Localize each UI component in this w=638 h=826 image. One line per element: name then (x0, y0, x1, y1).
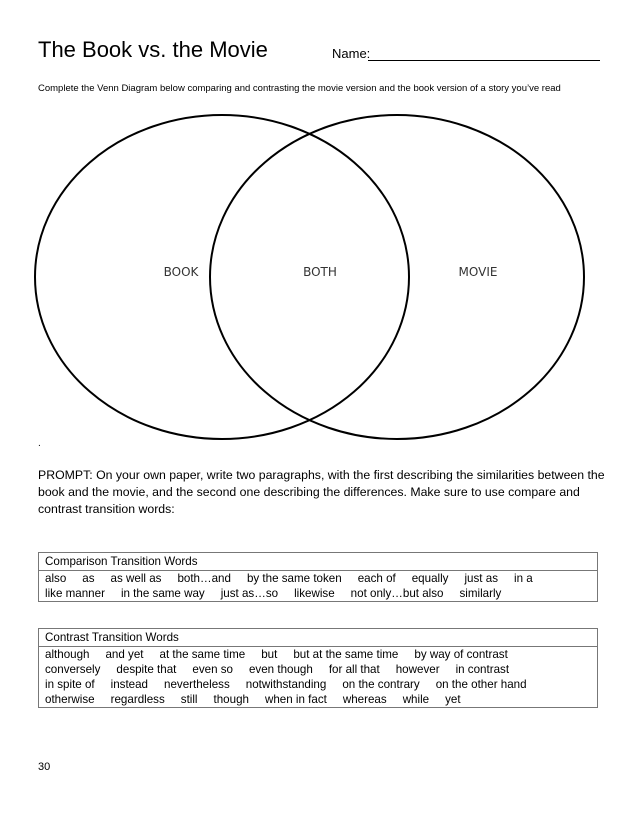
venn-right-circle (210, 115, 584, 439)
stray-mark: . (38, 438, 41, 449)
transition-word: not only…but also (350, 587, 444, 600)
transition-word: while (402, 693, 430, 706)
transition-word: nevertheless (164, 678, 230, 691)
transition-word: just as…so (220, 587, 279, 600)
transition-word: on the contrary (342, 678, 420, 691)
transition-word: just as (464, 572, 498, 585)
transition-word: however (395, 663, 440, 676)
transition-word: likewise (294, 587, 335, 600)
venn-left-circle (35, 115, 409, 439)
contrast-row (39, 647, 597, 662)
transition-word: in contrast (455, 663, 510, 676)
transition-word: whereas (342, 693, 387, 706)
transition-word: at the same time (159, 648, 246, 661)
transition-word: notwithstanding (245, 678, 327, 691)
transition-word: in spite of (45, 678, 95, 691)
transition-word: on the other hand (435, 678, 527, 691)
transition-word: as (82, 572, 95, 585)
venn-label-both: BOTH (303, 265, 337, 279)
transition-word: even so (192, 663, 233, 676)
name-label: Name: (332, 46, 371, 61)
transition-word: both…and (177, 572, 231, 585)
transition-word: also (45, 572, 67, 585)
transition-word: equally (411, 572, 449, 585)
page-number: 30 (38, 761, 51, 773)
transition-word: by the same token (246, 572, 342, 585)
transition-word: conversely (45, 663, 101, 676)
transition-word: though (213, 693, 249, 706)
transition-word: but at the same time (293, 648, 399, 661)
transition-word: but (261, 648, 278, 661)
transition-word: still (180, 693, 198, 706)
transition-word: in the same way (120, 587, 205, 600)
venn-label-book: BOOK (163, 265, 199, 279)
transition-word: by way of contrast (414, 648, 508, 661)
contrast-row (39, 662, 597, 677)
transition-word: although (45, 648, 90, 661)
contrast-row (39, 677, 597, 692)
comparison-words-box (38, 552, 598, 602)
transition-word: and yet (105, 648, 144, 661)
transition-word: otherwise (45, 693, 95, 706)
transition-word: like manner (45, 587, 105, 600)
transition-word: as well as (110, 572, 162, 585)
page-title: The Book vs. the Movie (38, 37, 268, 62)
transition-word: each of (357, 572, 396, 585)
transition-word: instead (110, 678, 149, 691)
transition-word: despite that (116, 663, 177, 676)
comparison-words-title: Comparison Transition Words (39, 553, 597, 571)
transition-word: even though (248, 663, 313, 676)
venn-label-movie: MOVIE (458, 265, 498, 279)
transition-word: in a (514, 572, 533, 585)
transition-word: similarly (459, 587, 502, 600)
contrast-words-box (38, 628, 598, 708)
transition-word: regardless (110, 693, 165, 706)
contrast-row (39, 692, 597, 707)
contrast-words-title: Contrast Transition Words (39, 629, 597, 647)
transition-word: for all that (328, 663, 380, 676)
comparison-row (39, 571, 597, 586)
prompt-text: PROMPT: On your own paper, write two paragraphs, with the first describing the similarities between the book and the movie, and the second one describing the differences. Make sure to use compare and contrast transition words: (38, 468, 605, 516)
comparison-row (39, 586, 597, 601)
instructions-text: Complete the Venn Diagram below comparing and contrasting the movie version and the book version of a story you’ve read (38, 83, 561, 94)
transition-word: when in fact (264, 693, 327, 706)
transition-word: yet (445, 693, 461, 706)
